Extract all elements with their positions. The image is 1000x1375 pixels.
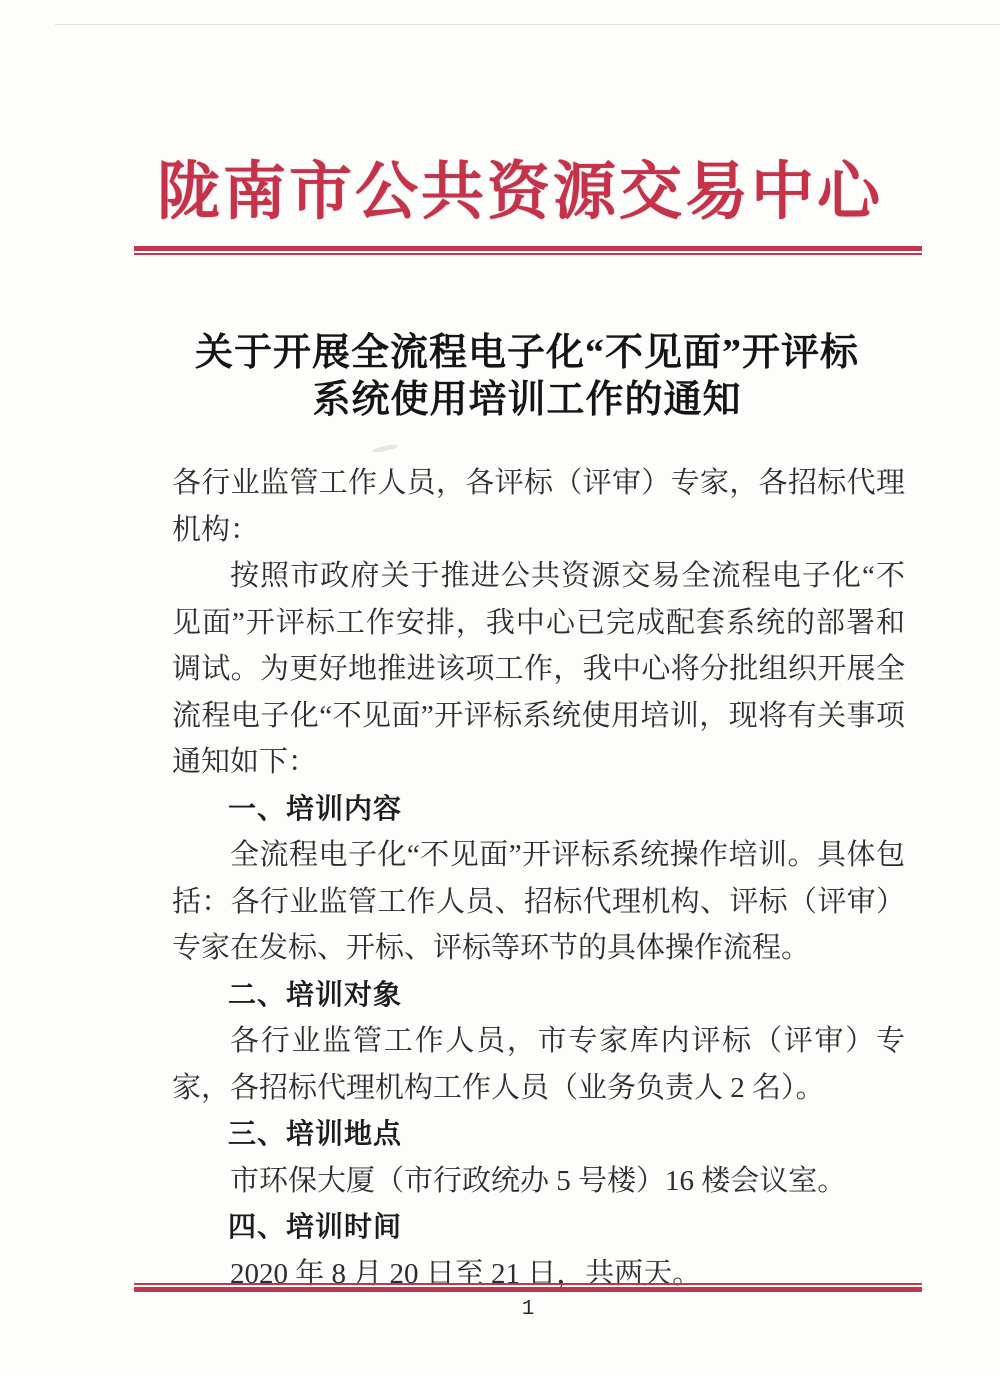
footer-divider-rule (134, 1283, 922, 1292)
salutation-paragraph: 各行业监管工作人员，各评标（评审）专家，各招标代理机构： (172, 467, 905, 546)
section-heading-2: 二、培训对象 (228, 978, 403, 1010)
page-number: 1 (521, 1298, 535, 1321)
scan-edge-artifact (55, 24, 1000, 25)
section-heading-4: 四、培训时间 (228, 1211, 403, 1242)
section-body-1: 全流程电子化“不见面”开评标系统操作培训。具体包括：各行业监管工作人员、招标代理机构、评标（评审）专家在发标、开标、评标等环节的具体操作流程。 (172, 839, 905, 964)
section-body-4: 2020 年 8 月 20 日至 21 日，共两天。 (230, 1257, 702, 1290)
section-body-3: 市环保大厦（市行政统办 5 号楼）16 楼会议室。 (230, 1164, 847, 1197)
document-title-line-1: 关于开展全流程电子化“不见面”开评标 (194, 332, 859, 374)
document-body (172, 460, 905, 1297)
letterhead-divider-rule (134, 246, 922, 255)
section-heading-1: 一、培训内容 (228, 792, 403, 824)
scan-smudge-artifact (372, 443, 398, 453)
letterhead-title: 陇南市公共资源交易中心 (157, 157, 883, 227)
document-title-line-2: 系统使用培训工作的通知 (312, 379, 742, 421)
section-body-2: 各行业监管工作人员，市专家库内评标（评审）专家，各招标代理机构工作人员（业务负责人 2 名）。 (172, 1025, 905, 1104)
intro-paragraph: 按照市政府关于推进公共资源交易全流程电子化“不见面”开评标工作安排，我中心已完成配套系统的部署和调试。为更好地推进该项工作，我中心将分批组织开展全流程电子化“不见面”开评标系统使用培训，现将有关事项通知如下： (172, 560, 905, 778)
document-title (73, 330, 981, 424)
section-heading-3: 三、培训地点 (228, 1118, 403, 1149)
